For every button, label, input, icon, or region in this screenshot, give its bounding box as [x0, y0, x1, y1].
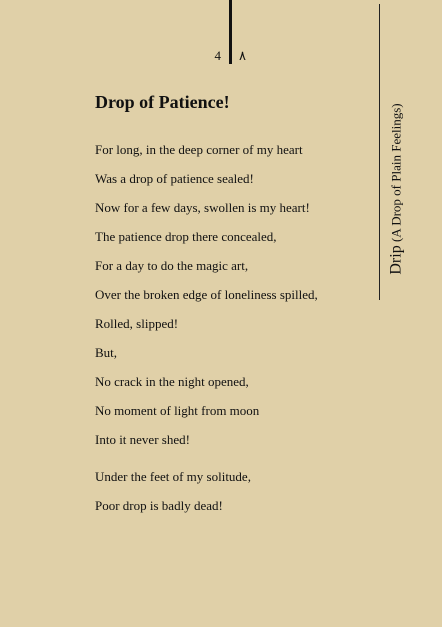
running-title	[386, 104, 408, 274]
poem-line: For a day to do the magic art,	[95, 258, 249, 273]
page-number-alt: ٨	[239, 48, 246, 63]
poem-line: Poor drop is badly dead!	[95, 498, 223, 513]
stanza-1	[95, 141, 365, 460]
header-divider	[229, 0, 232, 64]
poem-line: Into it never shed!	[95, 432, 190, 447]
poem-line: For long, in the deep corner of my heart	[95, 142, 303, 157]
running-title-text	[389, 103, 405, 274]
poem-line: Under the feet of my solitude,	[95, 469, 251, 484]
poem-line: But,	[95, 345, 118, 360]
running-title-main: Drip	[388, 245, 406, 275]
poem-line: Rolled, slipped!	[95, 316, 179, 331]
side-divider	[379, 4, 380, 300]
poem-body	[95, 141, 365, 526]
poem-line: Was a drop of patience sealed!	[95, 171, 254, 186]
page-number: 4	[214, 48, 221, 63]
poem-line: Now for a few days, swollen is my heart!	[95, 200, 310, 215]
poem-title: Drop of Patience!	[95, 92, 230, 112]
stanza-gap	[95, 460, 365, 468]
poem-line: No moment of light from moon	[95, 403, 260, 418]
stanza-2	[95, 468, 365, 526]
running-title-subtitle: (A Drop of Plain Feelings)	[389, 103, 405, 243]
poem-line: The patience drop there concealed,	[95, 229, 277, 244]
poem-line: No crack in the night opened,	[95, 374, 249, 389]
poem-line: Over the broken edge of loneliness spilled,	[95, 287, 318, 302]
